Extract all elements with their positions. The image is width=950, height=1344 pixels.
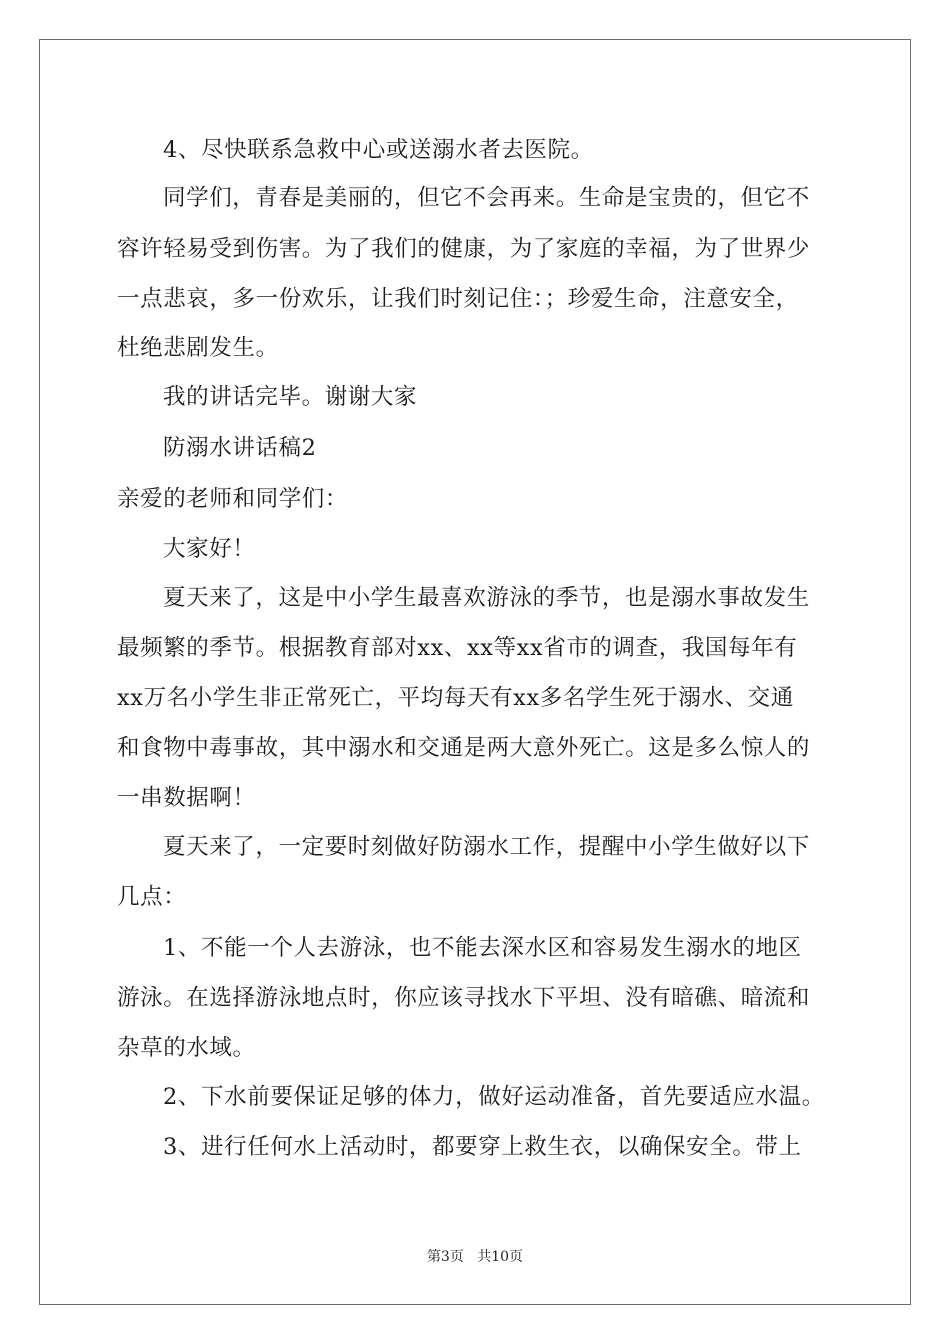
text-line: 夏天来了，一定要时刻做好防溺水工作，提醒中小学生做好以下 (163, 834, 810, 860)
text-line: 容许轻易受到伤害。为了我们的健康，为了家庭的幸福，为了世界少 (117, 236, 811, 262)
text-line: 几点： (117, 884, 187, 910)
page-number: 第3页 (426, 1249, 464, 1265)
text-line: 最频繁的季节。根据教育部对xx、xx等xx省市的调查，我国每年有 (117, 635, 798, 661)
greeting: 大家好！ (163, 536, 256, 562)
text-line: 杜绝悲剧发生。 (117, 335, 279, 361)
text-line: 和食物中毒事故，其中溺水和交通是两大意外死亡。这是多么惊人的 (117, 735, 811, 761)
text-line: 2、下水前要保证足够的体力，做好运动准备，首先要适应水温。 (163, 1084, 825, 1110)
text-line: 3、进行任何水上活动时，都要穿上救生衣，以确保安全。带上 (163, 1134, 802, 1160)
text-line: 4、尽快联系急救中心或送溺水者去医院。 (163, 137, 594, 163)
section-heading: 防溺水讲话稿2 (163, 435, 317, 461)
salutation: 亲爱的老师和同学们： (117, 486, 349, 512)
text-line: 一串数据啊！ (117, 785, 256, 811)
text-line: xx万名小学生非正常死亡，平均每天有xx多名学生死于溺水、交通 (117, 685, 794, 711)
text-line: 1、不能一个人去游泳，也不能去深水区和容易发生溺水的地区 (163, 935, 802, 961)
text-line: 一点悲哀，多一份欢乐，让我们时刻记住：；珍爱生命，注意安全， (117, 286, 799, 312)
text-line: 同学们，青春是美丽的，但它不会再来。生命是宝贵的，但它不 (163, 185, 810, 211)
text-line: 夏天来了，这是中小学生最喜欢游泳的季节，也是溺水事故发生 (163, 585, 810, 611)
text-line: 游泳。在选择游泳地点时，你应该寻找水下平坦、没有暗礁、暗流和 (117, 985, 811, 1011)
text-line: 杂草的水域。 (117, 1035, 256, 1061)
text-line: 我的讲话完毕。谢谢大家 (163, 384, 418, 410)
page-footer (0, 1246, 950, 1266)
page-total: 共10页 (477, 1249, 524, 1265)
page-border (39, 39, 911, 1305)
